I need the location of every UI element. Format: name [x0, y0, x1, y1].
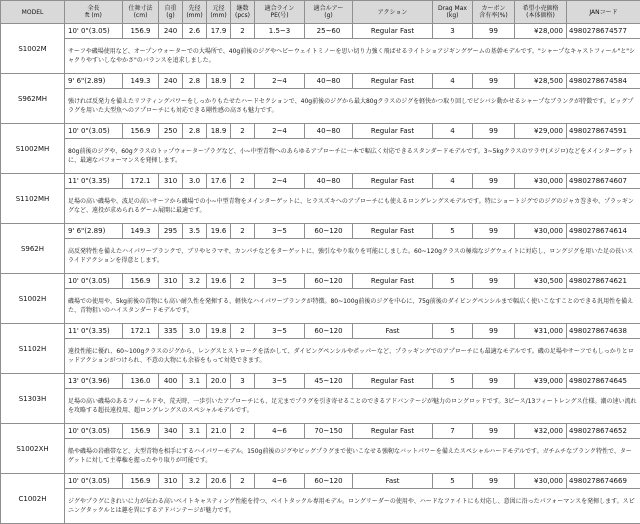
table-row: [1, 474, 640, 489]
spec-weight: 310: [159, 174, 183, 189]
description-row: [1, 489, 640, 524]
spec-tip: 3.1: [183, 374, 207, 389]
spec-length: 10' 0"(3.05): [65, 274, 123, 289]
col-weight: 自重 (g): [159, 1, 183, 24]
spec-line: 2~4: [255, 74, 305, 89]
spec-carbon: 99: [473, 224, 515, 239]
spec-drag: 3: [433, 24, 473, 39]
spec-tip: 3.1: [183, 424, 207, 439]
spec-pieces: 2: [231, 124, 255, 139]
spec-weight: 250: [159, 124, 183, 139]
spec-pieces: 2: [231, 174, 255, 189]
spec-jan: 4980278674669: [567, 474, 640, 489]
model-description: 80g前後のジグや、60gクラスのトップウォータープラグなど、小~中型青物へのあらゆるアプローチに一本で幅広く対応できるスタンダードモデルです。3~5kgクラスのワラサ(メジロ)などをメインターゲットに、最適なパフォーマンスを発揮します。: [65, 139, 640, 174]
description-row: [1, 189, 640, 224]
spec-line: 1.5~3: [255, 24, 305, 39]
spec-action: Regular Fast: [353, 74, 433, 89]
spec-joint: 156.9: [123, 24, 159, 39]
description-row: [1, 239, 640, 274]
spec-lure: 60~120: [305, 224, 353, 239]
col-butt: 元径 (mm): [207, 1, 231, 24]
spec-line: 3~5: [255, 374, 305, 389]
spec-lure: 45~120: [305, 374, 353, 389]
spec-butt: 20.0: [207, 374, 231, 389]
spec-price: ¥32,000: [515, 424, 567, 439]
spec-drag: 7: [433, 424, 473, 439]
spec-drag: 5: [433, 474, 473, 489]
spec-length: 11' 0"(3.35): [65, 174, 123, 189]
spec-lure: 70~150: [305, 424, 353, 439]
spec-butt: 21.0: [207, 424, 231, 439]
spec-jan: 4980278674607: [567, 174, 640, 189]
header-row: [1, 1, 640, 24]
col-lure: 適合ルアー (g): [305, 1, 353, 24]
spec-weight: 295: [159, 224, 183, 239]
spec-jan: 4980278674591: [567, 124, 640, 139]
spec-pieces: 2: [231, 324, 255, 339]
model-name: S962MH: [1, 74, 65, 124]
spec-action: Regular Fast: [353, 24, 433, 39]
spec-weight: 240: [159, 24, 183, 39]
spec-lure: 40~80: [305, 74, 353, 89]
spec-action: Regular Fast: [353, 424, 433, 439]
spec-line: 3~5: [255, 324, 305, 339]
spec-line: 3~5: [255, 274, 305, 289]
description-row: [1, 289, 640, 324]
spec-pieces: 2: [231, 424, 255, 439]
table-row: [1, 124, 640, 139]
model-description: 船や磯場の岩礁帯など、大型青物を相手にするハイパワーモデル。150g前後のジグやビッグプラグまで使いこなせる強靭なバットパワーを備えたスペシャルハードモデルです。ガチムチなブランク特性で、ターゲットに対して主導権を握ったやり取りが可能です。: [65, 439, 640, 474]
model-description: 足場の高い磯場のあるフィールドや、荒天時、一歩引いたアプローチにも、足元までプラグを引き寄せることのできるアドバンテージが魅力のロングロッドです。3ピース/13フィートレングス仕様。潮の速い流れを攻略する超長遠投用、超ロングレングスのスペシャルモデルです。: [65, 389, 640, 424]
spec-lure: 40~80: [305, 124, 353, 139]
spec-drag: 5: [433, 274, 473, 289]
spec-pieces: 2: [231, 224, 255, 239]
col-line: 適合ライン PE(号): [255, 1, 305, 24]
col-tip: 先径 (mm): [183, 1, 207, 24]
description-row: [1, 339, 640, 374]
spec-pieces: 2: [231, 474, 255, 489]
spec-lure: 40~80: [305, 174, 353, 189]
spec-weight: 310: [159, 274, 183, 289]
description-row: [1, 39, 640, 74]
model-name: S1303H: [1, 374, 65, 424]
spec-weight: 400: [159, 374, 183, 389]
spec-butt: 19.8: [207, 324, 231, 339]
spec-weight: 310: [159, 474, 183, 489]
spec-joint: 149.3: [123, 74, 159, 89]
spec-drag: 4: [433, 74, 473, 89]
col-action: アクション: [353, 1, 433, 24]
spec-lure: 60~120: [305, 474, 353, 489]
spec-joint: 136.0: [123, 374, 159, 389]
spec-weight: 335: [159, 324, 183, 339]
spec-butt: 17.9: [207, 24, 231, 39]
table-row: [1, 24, 640, 39]
model-name: S1102H: [1, 324, 65, 374]
spec-tip: 3.0: [183, 324, 207, 339]
model-name: S1002H: [1, 274, 65, 324]
spec-tip: 3.2: [183, 474, 207, 489]
spec-tip: 2.8: [183, 74, 207, 89]
spec-butt: 19.6: [207, 224, 231, 239]
spec-butt: 18.9: [207, 124, 231, 139]
spec-action: Fast: [353, 324, 433, 339]
spec-carbon: 99: [473, 324, 515, 339]
model-name: C1002H: [1, 474, 65, 524]
spec-line: 4~6: [255, 474, 305, 489]
spec-drag: 5: [433, 324, 473, 339]
spec-line: 4~6: [255, 424, 305, 439]
spec-jan: 4980278674577: [567, 24, 640, 39]
spec-joint: 156.9: [123, 474, 159, 489]
spec-butt: 17.6: [207, 174, 231, 189]
spec-lure: 60~120: [305, 274, 353, 289]
spec-joint: 172.1: [123, 174, 159, 189]
spec-carbon: 99: [473, 274, 515, 289]
col-drag: Drag Max (kg): [433, 1, 473, 24]
table-row: [1, 224, 640, 239]
spec-carbon: 99: [473, 374, 515, 389]
spec-price: ¥30,000: [515, 474, 567, 489]
spec-jan: 4980278674621: [567, 274, 640, 289]
spec-body: [1, 24, 640, 524]
spec-carbon: 99: [473, 74, 515, 89]
spec-length: 10' 0"(3.05): [65, 424, 123, 439]
spec-price: ¥30,000: [515, 174, 567, 189]
model-description: 強ければ反発力を備えたリフティングパワーをしっかりもたせたハードセクションで、40g前後のジグから最大80gクラスのジグを軽快かつ取り回しでビシバシ動かせるシャープなブランクが特徴です。ビッグプラグを用いた大型魚へのアプローチにも対応できる剛性感の高さも魅力です。: [65, 89, 640, 124]
spec-line: 3~5: [255, 224, 305, 239]
spec-length: 9' 6"(2.89): [65, 224, 123, 239]
col-joint: 仕舞寸法 (cm): [123, 1, 159, 24]
spec-pieces: 2: [231, 24, 255, 39]
spec-weight: 340: [159, 424, 183, 439]
spec-carbon: 99: [473, 424, 515, 439]
spec-lure: 60~120: [305, 324, 353, 339]
spec-length: 10' 0"(3.05): [65, 474, 123, 489]
spec-length: 10' 0"(3.05): [65, 124, 123, 139]
description-row: [1, 439, 640, 474]
spec-tip: 3.0: [183, 174, 207, 189]
spec-tip: 3.2: [183, 274, 207, 289]
spec-line: 2~4: [255, 174, 305, 189]
spec-price: ¥31,000: [515, 324, 567, 339]
table-row: [1, 174, 640, 189]
description-row: [1, 139, 640, 174]
spec-drag: 4: [433, 124, 473, 139]
spec-price: ¥28,500: [515, 74, 567, 89]
spec-drag: 5: [433, 224, 473, 239]
spec-length: 10' 0"(3.05): [65, 24, 123, 39]
spec-tip: 2.8: [183, 124, 207, 139]
spec-pieces: 2: [231, 74, 255, 89]
spec-price: ¥29,000: [515, 124, 567, 139]
spec-price: ¥39,000: [515, 374, 567, 389]
spec-joint: 156.9: [123, 424, 159, 439]
table-row: [1, 424, 640, 439]
table-row: [1, 374, 640, 389]
spec-price: ¥28,000: [515, 24, 567, 39]
model-description: 遠投性能に優れ、60~100gクラスのジグから、レングスとストロークを活かして、ダイビングペンシルやポッパーなど、プラッギングでのアプローチにも最適なモデルです。磯の足場やサーフでもしっかりとロッドアクションがつけられ、不意の大物にも余裕をもって対処できます。: [65, 339, 640, 374]
spec-length: 11' 0"(3.35): [65, 324, 123, 339]
spec-drag: 4: [433, 174, 473, 189]
spec-butt: 19.6: [207, 274, 231, 289]
spec-butt: 18.9: [207, 74, 231, 89]
spec-pieces: 2: [231, 274, 255, 289]
model-description: 磯場での使用や、5kg前後の青物にも高い耐久性を発揮する、軽快なハイパワーブランクが特徴。80~100g前後のジグを中心に、75g前後のダイビングペンシルまで幅広く使いこなすことのできる汎用性を備えた、青物狙いのハイスタンダードモデルです。: [65, 289, 640, 324]
spec-joint: 172.1: [123, 324, 159, 339]
col-pieces: 継数 (pcs): [231, 1, 255, 24]
spec-jan: 4980278674584: [567, 74, 640, 89]
model-name: S962H: [1, 224, 65, 274]
table-row: [1, 274, 640, 289]
col-jan: JANコード: [567, 1, 640, 24]
spec-tip: 2.6: [183, 24, 207, 39]
spec-jan: 4980278674638: [567, 324, 640, 339]
model-description: 足場の高い磯場や、波足の高いサーフから磯場での小~中型青物をメインターゲットに、ヒラスズキへのアプローチにも使えるロングレングスモデルです。特にショートジグでのジグのジャカ巻きや、プラッギングなど、遠投が求められるゲーム展開に最適です。: [65, 189, 640, 224]
model-description: 高反発特性を備えたハイパワーブランクで、ブリやヒラマサ、カンパチなどをターゲットに、強引なやり取りを可能にしました。60~120gクラスの極端なジグウェイトに対応し、ロングジグを用いた足の長いスライドアクションを得意とします。: [65, 239, 640, 274]
spec-jan: 4980278674645: [567, 374, 640, 389]
spec-pieces: 3: [231, 374, 255, 389]
col-length: 全長 ft (m): [65, 1, 123, 24]
model-description: サーフや磯場使用など、オープンウォーターでの大場所で、40g前後のジグやヘビーウェイトミノーを思い切り力強く飛ばせるライトショアジギングゲームの基幹モデルです。"シャープなキャストフィール"と"シャクりやすいしなやかさ"のバランスを追求しました。: [65, 39, 640, 74]
spec-lure: 25~60: [305, 24, 353, 39]
spec-carbon: 99: [473, 174, 515, 189]
model-name: S1002MH: [1, 124, 65, 174]
spec-length: 13' 0"(3.96): [65, 374, 123, 389]
col-model: MODEL: [1, 1, 65, 24]
model-name: S1002XH: [1, 424, 65, 474]
spec-joint: 156.9: [123, 274, 159, 289]
spec-action: Regular Fast: [353, 174, 433, 189]
spec-price: ¥30,000: [515, 224, 567, 239]
spec-action: Regular Fast: [353, 224, 433, 239]
description-row: [1, 389, 640, 424]
spec-action: Regular Fast: [353, 124, 433, 139]
spec-price: ¥30,500: [515, 274, 567, 289]
spec-carbon: 99: [473, 124, 515, 139]
spec-action: Regular Fast: [353, 374, 433, 389]
spec-carbon: 99: [473, 474, 515, 489]
spec-tip: 3.5: [183, 224, 207, 239]
col-price: 希望小売価格 (本体価格): [515, 1, 567, 24]
spec-carbon: 99: [473, 24, 515, 39]
spec-action: Regular Fast: [353, 274, 433, 289]
spec-joint: 149.3: [123, 224, 159, 239]
model-description: ジグやプラグにきれいに力が伝わる高いベイトキャスティング性能を持つ、ベイトタックル専用モデル。ロングリーダーの使用や、ハードなファイトにも対応し、意図に沿ったパフォーマンスを発揮します。スピニングタックルとは趣を異にするアドバンテージが魅力です。: [65, 489, 640, 524]
spec-joint: 156.9: [123, 124, 159, 139]
spec-line: 2~4: [255, 124, 305, 139]
spec-jan: 4980278674652: [567, 424, 640, 439]
spec-action: Fast: [353, 474, 433, 489]
model-name: S1102MH: [1, 174, 65, 224]
col-carbon: カーボン 含有率(%): [473, 1, 515, 24]
model-name: S1002M: [1, 24, 65, 74]
table-row: [1, 74, 640, 89]
spec-length: 9' 6"(2.89): [65, 74, 123, 89]
spec-weight: 240: [159, 74, 183, 89]
spec-butt: 20.6: [207, 474, 231, 489]
description-row: [1, 89, 640, 124]
table-row: [1, 324, 640, 339]
spec-drag: 5: [433, 374, 473, 389]
spec-jan: 4980278674614: [567, 224, 640, 239]
